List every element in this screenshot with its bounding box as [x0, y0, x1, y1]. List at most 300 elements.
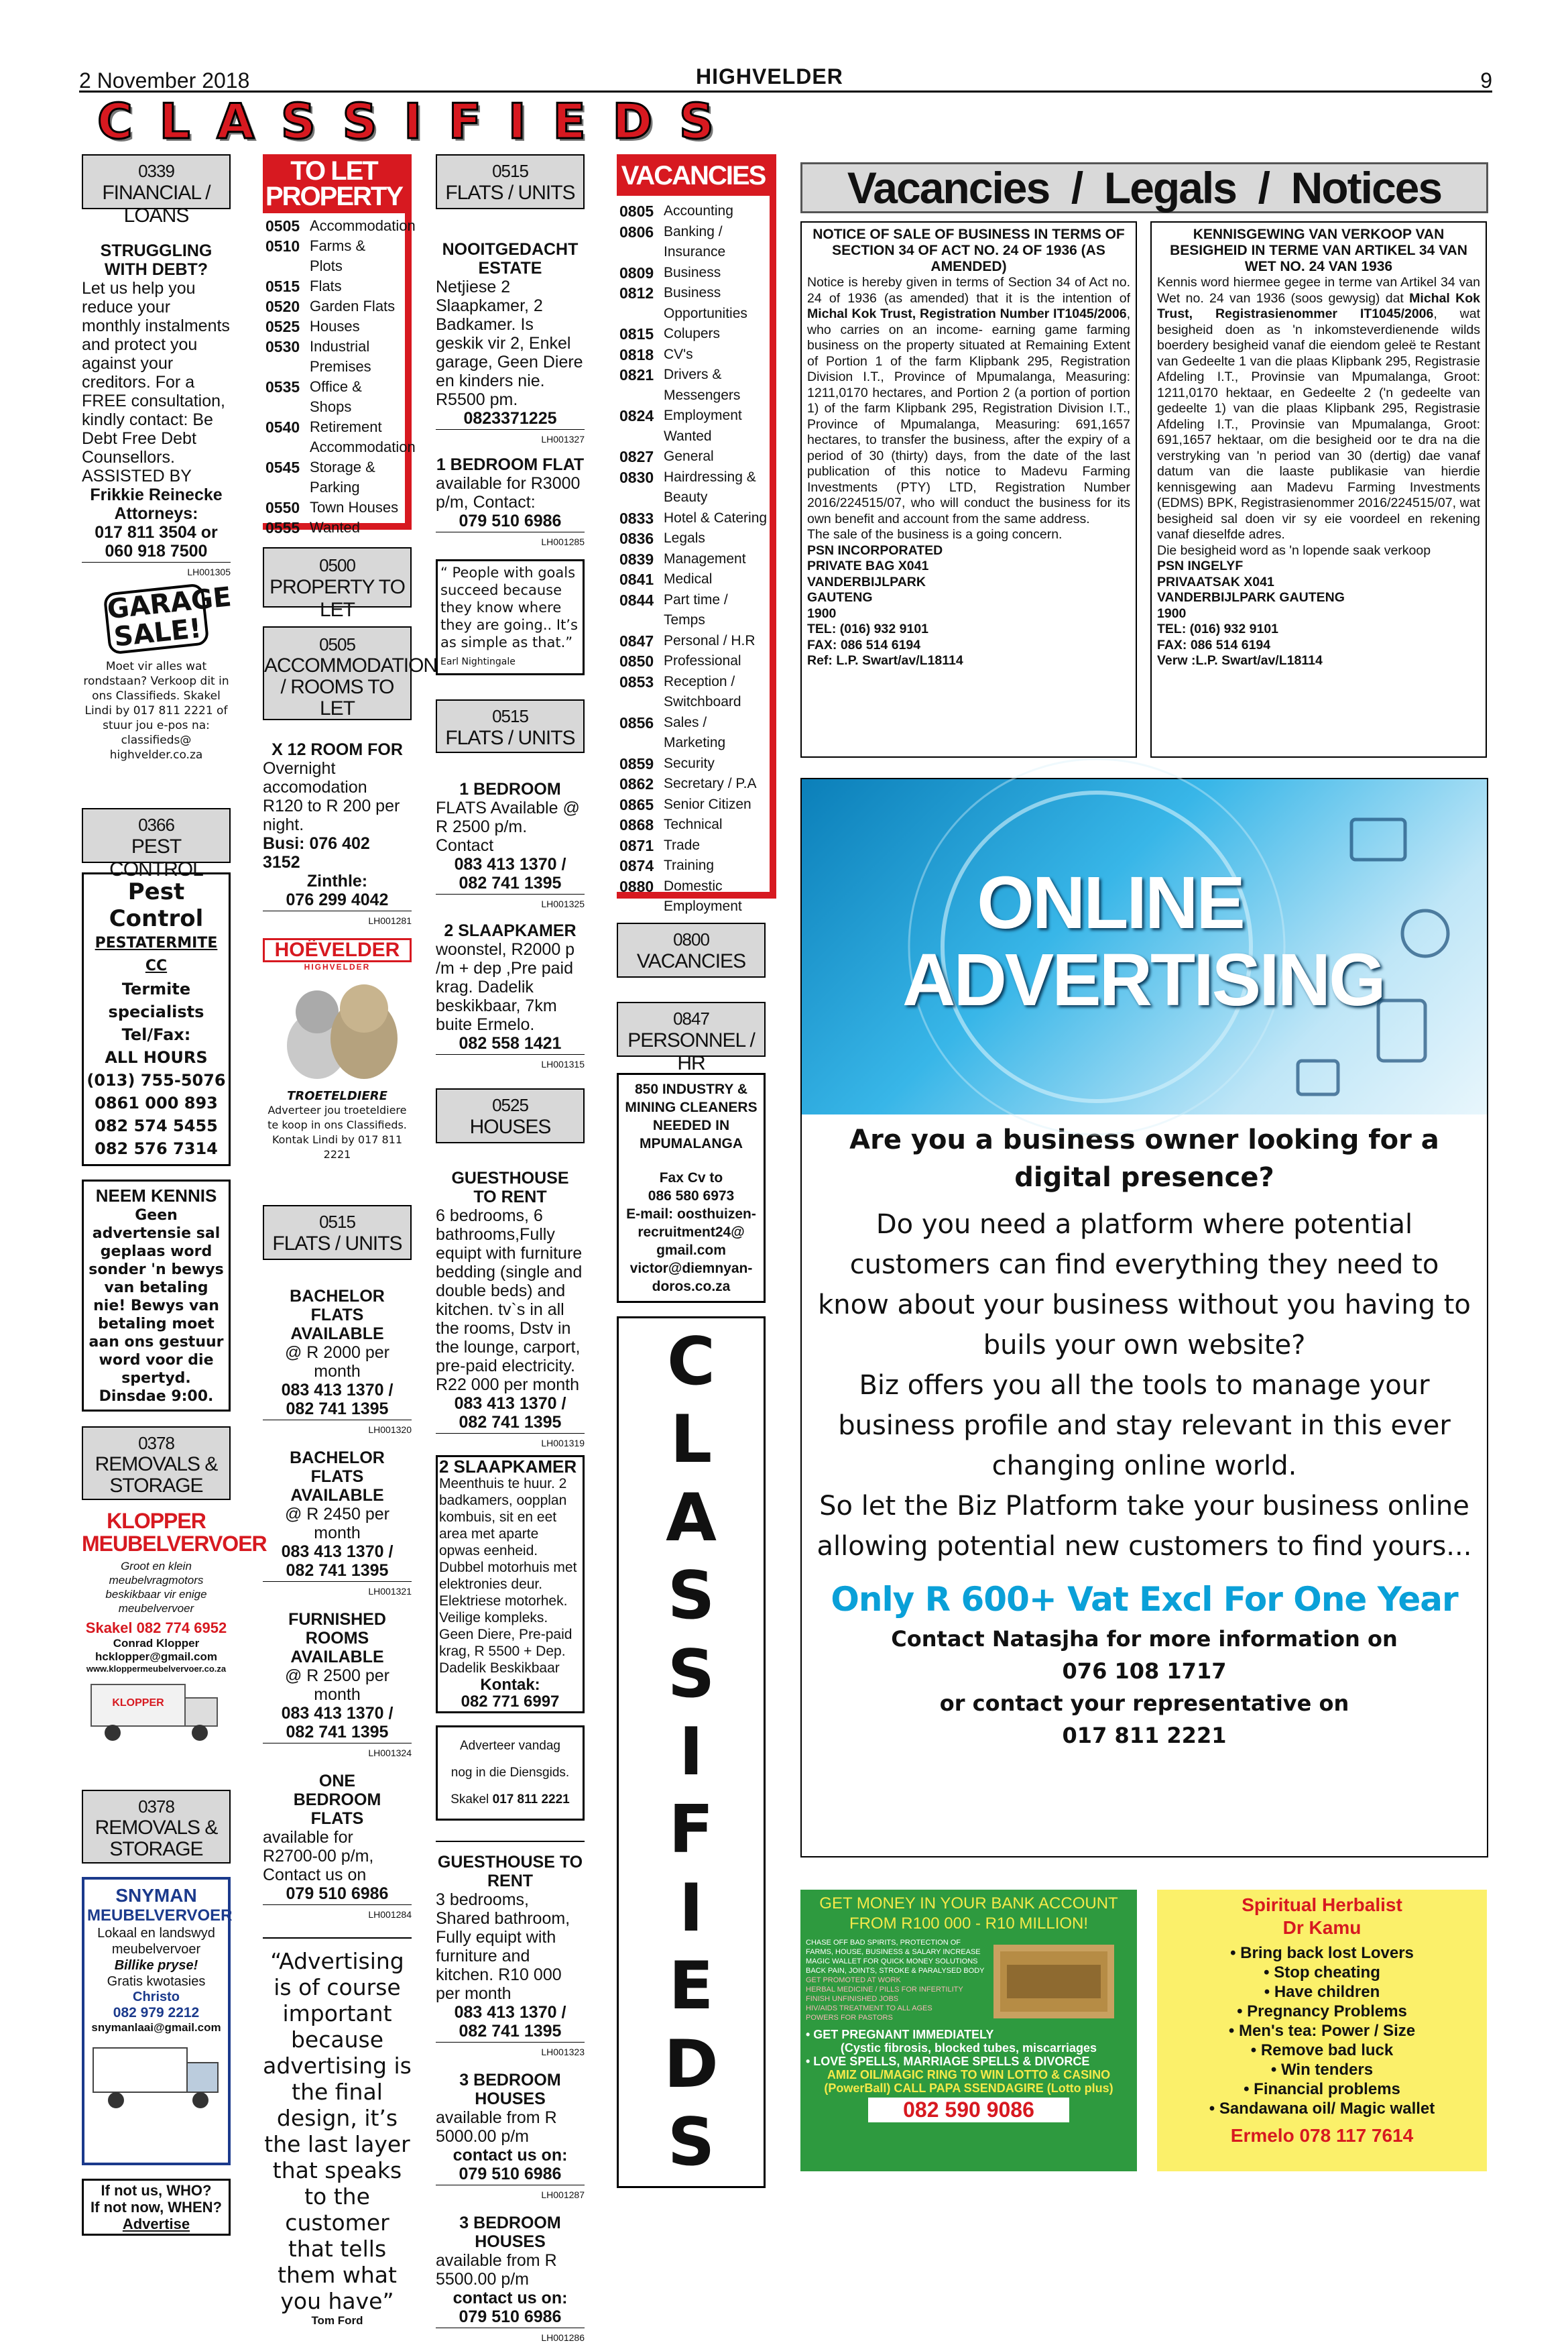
list-label: Accommodation [310, 217, 416, 234]
ad-phone: 017 811 2221 [492, 1792, 570, 1807]
list-label: Wanted [310, 519, 361, 536]
list-label: Legals [664, 530, 705, 546]
category-pest [82, 808, 231, 880]
list-label: Personal / H.R [664, 632, 756, 648]
category-flats [263, 1205, 412, 1260]
ad-fax-label: Fax Cv to [659, 1170, 723, 1186]
category-property-to-let [263, 547, 412, 621]
address-line: TEL: (016) 932 9101 [1157, 622, 1279, 636]
vacancies-legals-notices-banner: Vacancies / Legals / Notices [800, 162, 1488, 213]
ad-body: Let us help you reduce your monthly instalments and protect you against your creditors. For a FREE consultation, kindly contact: Be Debt Free Debt Counsellors. ASSISTED BY [82, 279, 230, 485]
money-spells-ad [800, 1890, 1137, 2171]
list-label: Training [664, 858, 715, 873]
address-line: PRIVAATSAK X041 [1157, 574, 1274, 589]
ad-body: available from R 5000.00 p/m [436, 2108, 557, 2146]
ad-email: E-mail: oosthuizen-recruitment24@ gmail.com [626, 1206, 756, 1258]
list-item: • Stop cheating [1264, 1963, 1380, 1982]
vertical-letter: S [667, 2104, 715, 2181]
ad-ref: LH001319 [436, 1433, 585, 1452]
vertical-letter: F [668, 1792, 714, 1869]
category-name: REMOVALS & STORAGE [95, 1817, 218, 1860]
list-item [619, 876, 768, 917]
vertical-letter: D [664, 2026, 719, 2103]
category-financial [82, 154, 231, 227]
ad-line: Billike pryse! [114, 1958, 198, 1973]
list-label: Trade [664, 837, 701, 853]
ad-body: woonstel, R2000 p /m + dep ,Pre paid krag. Dadelik beskikbaar, 7km buite Ermelo. [436, 940, 575, 1034]
notice-text: , wat besigheid doen as 'n inkomsteverdienende wilds boerdery besigheid vanaf die eiendom geleë te Restant van Gedeelte 1 van die plaas Klipbank 295, Registrasie Afdeling I.T., Provinsie van Mpumalanga, Groot: 1211,0170 hektaar, en Gedeelte 2 ('n gedeelte van gedeelte 1) van die plaas Klipbank 295, Registrasie Afdeling I.T., Provinsie van Mpumalanga, Groot: 691,1657 hektaar, om die besigheid oor te dra na die verstryking van 'n period van 30 (dertig) dae vanaf datum van die laaste publikasie van hierdie kennisgewing aan Madevu Farming Investments (EDMS) BPK, Registrasienommer 2016/224515/07, wat besigheid sal doen vir sy eie voordeel en rekening vanaf dieselfde adres. [1157, 306, 1480, 542]
list-code: 0868 [619, 816, 654, 834]
category-vacancies [617, 923, 766, 978]
category-name: FLATS / UNITS [445, 727, 575, 749]
list-label: Employment Wanted [664, 408, 742, 444]
ad-title: STRUGGLING WITH DEBT? [100, 241, 213, 279]
list-item [265, 518, 402, 538]
list-item [619, 590, 768, 631]
category-code: 0515 [492, 161, 528, 181]
ad-ref: LH001327 [436, 429, 585, 449]
ad-title: GET MONEY IN YOUR BANK ACCOUNT FROM R100 000 - R10 MILLION! [819, 1894, 1118, 1933]
garage-sale-text: Moet vir alles wat rondstaan? Verkoop dit in ons Classifieds. Skakel Lindi by 017 811 2221 of stuur jou e-pos na: classifieds@ highvelder.co.za [83, 660, 229, 762]
vacancies-list [617, 196, 770, 917]
list-label: Part time / Temps [664, 591, 728, 628]
ad-line: AMIZ OIL/MAGIC RING TO WIN LOTTO & CASINO [827, 2068, 1111, 2081]
list-label: Management [664, 551, 746, 567]
category-name: PROPERTY TO LET [269, 576, 405, 621]
banner-letter: L [159, 93, 190, 150]
ad-fax: 086 580 6973 [648, 1188, 735, 1204]
list-code: 0880 [619, 877, 654, 895]
list-code: 0505 [265, 217, 300, 235]
list-label: Senior Citizen [664, 796, 751, 812]
footer-line: Advertise [122, 2216, 190, 2232]
vacancies-heading: VACANCIES [617, 154, 770, 196]
three-bedroom-houses-ad-2 [436, 2214, 585, 2347]
list-item [619, 713, 768, 754]
list-code: 0535 [265, 378, 300, 396]
ad-body: available from R 5500.00 p/m [436, 2251, 557, 2289]
ad-price: @ R 2500 per month [284, 1666, 390, 1704]
list-item [619, 795, 768, 815]
ad-price: @ R 2000 per month [284, 1343, 390, 1381]
diensgids-ad [436, 1725, 585, 1821]
ad-line: Adverteer vandag [460, 1739, 560, 1753]
list-item [265, 296, 402, 317]
list-item [619, 365, 768, 406]
list-code: 0809 [619, 264, 654, 282]
list-label: Hairdressing & Beauty [664, 469, 756, 505]
category-name: HOUSES [469, 1116, 551, 1138]
page-number: 9 [1480, 68, 1492, 93]
address-line: GAUTENG [807, 590, 873, 605]
list-label: Security [664, 755, 715, 771]
truck-label: KLOPPER [112, 1697, 164, 1709]
column-3 [436, 154, 585, 2347]
ad-ref: LH001281 [263, 911, 412, 930]
list-label: Flats [310, 278, 342, 294]
ad-phone: 079 510 6986 [459, 2165, 562, 2183]
ad-body: 3 bedrooms, Shared bathroom, Fully equipt with furniture and kitchen. R10 000 per month [436, 1890, 570, 2003]
ad-phones: 083 413 1370 / 082 741 1395 [281, 1542, 394, 1580]
ad-ref: LH001324 [263, 1743, 412, 1762]
pest-ad [82, 872, 231, 1166]
ad-phone: 017 811 2221 [1062, 1723, 1227, 1748]
category-personnel [617, 1002, 766, 1074]
ad-title: ONE BEDROOM FLATS [293, 1772, 381, 1828]
list-item [619, 324, 768, 345]
list-code: 0853 [619, 673, 654, 691]
ad-paragraph: Biz offers you all the tools to manage your business profile and stay relevant in this ever changing online world. [838, 1370, 1451, 1481]
ad-paragraph: So let the Biz Platform take your business online allowing potential new customers to find yours... [817, 1491, 1472, 1562]
ad-text: Groot en klein meubelvragmotors beskikbaar vir enige meubelvervoer [105, 1560, 207, 1615]
list-code: 0871 [619, 836, 654, 854]
list-code: 0545 [265, 459, 300, 476]
ad-list [1162, 1943, 1482, 2118]
list-item: POWERS FOR PASTORS [806, 2014, 893, 2022]
banner-letter: I [507, 93, 526, 150]
list-item: • Men's tea: Power / Size [1228, 2022, 1416, 2040]
list-item: BACK PAIN, JOINTS, STROKE & PARALYSED BODY [806, 1967, 985, 1975]
address-line: Verw :L.P. Swart/av/L18114 [1157, 653, 1323, 668]
list-item [265, 276, 402, 296]
notice-title: NOTICE OF SALE OF BUSINESS IN TERMS OF SECTION 34 OF ACT NO. 24 OF 1936 (AS AMENDED) [812, 227, 1125, 274]
list-item [265, 417, 416, 457]
puppy-kitten-icon [270, 972, 404, 1086]
quote-text: “Advertising is of course important because advertising is the final design, it’s the last layer that speaks to the customer that tells them what you have” [263, 1948, 412, 2314]
ad-ref: LH001321 [263, 1581, 412, 1601]
list-code: 0839 [619, 550, 654, 568]
column-4 [617, 154, 776, 2188]
vertical-letter: E [668, 1948, 714, 2025]
ad-line: (PowerBall) CALL PAPA SSENDAGIRE (Lotto plus) [824, 2081, 1113, 2095]
truck-icon [86, 1679, 227, 1746]
notice-title: KENNISGEWING VAN VERKOOP VAN BESIGHEID IN TERME VAN ARTIKEL 34 VAN WET NO. 24 VAN 1936 [1170, 227, 1467, 274]
ad-title: KLOPPER MEUBELVERVOER [82, 1509, 267, 1556]
list-item [619, 467, 768, 508]
list-item [619, 406, 768, 447]
category-code: 0525 [492, 1095, 528, 1115]
ad-ref: LH001286 [436, 2328, 585, 2347]
online-advertising-image [802, 779, 1487, 1114]
list-item [619, 631, 768, 652]
advertise-footer [82, 2179, 231, 2236]
list-item [619, 672, 768, 713]
category-code: 0847 [673, 1009, 709, 1029]
ad-phone: 082 576 7314 [95, 1139, 218, 1158]
ad-title: Spiritual Herbalist [1242, 1894, 1402, 1915]
classifieds-vertical-banner [617, 1316, 766, 2188]
list-item [619, 345, 768, 365]
notice-text: Geen advertensie sal geplaas word sonder 'n bewys van betaling nie! Bewys van betaling moet aan ons gestuur word voor die spertyd. Dinsdae 9:00. [88, 1207, 224, 1405]
list-item [265, 317, 402, 337]
category-code: 0378 [138, 1433, 174, 1453]
ad-email: hcklopper@gmail.com [95, 1650, 217, 1663]
page-header [79, 66, 1492, 93]
ad-phone: 0823371225 [463, 409, 557, 428]
ad-contact: or contact your representative on [939, 1691, 1349, 1716]
list-label: Sales / Marketing [664, 714, 726, 750]
classifieds-banner [97, 93, 714, 150]
list-code: 0844 [619, 591, 654, 609]
ad-contact: contact us on: [453, 2146, 568, 2165]
notice-text: Die besigheid word as 'n lopende saak verkoop [1157, 542, 1431, 558]
list-item: CHASE OFF BAD SPIRITS, PROTECTION OF FARMS, HOUSE, BUSINESS & SALARY INCREASE [806, 1939, 981, 1956]
ad-title: TROETELDIERE [287, 1089, 387, 1103]
ad-line: Lokaal en landswyd [97, 1926, 215, 1941]
category-removals [82, 1426, 231, 1500]
issue-date: 2 November 2018 [79, 68, 250, 93]
vertical-letter: I [678, 1870, 704, 1947]
ad-title: BACHELOR FLATS AVAILABLE [290, 1287, 385, 1343]
vertical-letter: S [667, 1558, 715, 1635]
ad-phones: 083 413 1370 / 082 741 1395 [454, 1394, 566, 1432]
ad-body: Overnight accomodation R120 to R 200 per night. [263, 759, 400, 834]
ad-name: Zinthle: [306, 872, 368, 891]
vacancies-index [617, 154, 776, 914]
list-code: 0856 [619, 713, 654, 732]
ad-phone: 082 979 2212 [113, 2005, 200, 2020]
ad-body: Meenthuis te huur. 2 badkamers, oopplan kombuis, sit en eet area met aparte opwas eenheid. Dubbel motorhuis met elektronies deur. Elektriese motorhek. Veilige kompleks. Geen Diere, Pre-paid krag, R 5500 + Dep. Dadelik Beskikbaar [439, 1476, 577, 1676]
footer-line: If not now, WHEN? [91, 2199, 222, 2216]
list-label: Business [664, 264, 721, 280]
address-line: VANDERBIJLPARK GAUTENG [1157, 590, 1345, 605]
address-line: PSN INGELYF [1157, 559, 1244, 573]
ad-text: Adverteer jou troeteldiere te koop in ons Classifieds. Kontak Lindi by 017 811 2221 [267, 1104, 407, 1161]
list-label: CV's [664, 346, 693, 362]
category-code: 0505 [319, 634, 355, 654]
ad-line: Gratis kwotasies [107, 1974, 206, 1989]
list-code: 0865 [619, 795, 654, 813]
tom-ford-quote [263, 1937, 412, 2328]
guesthouse-ad-1 [436, 1169, 585, 1452]
ad-body: available for R3000 p/m, Contact: [436, 474, 581, 512]
ad-title: 2 SLAAPKAMER [439, 1456, 577, 1477]
list-item: FINISH UNFINISHED JOBS [806, 1995, 899, 2003]
list-label: Medical [664, 571, 713, 587]
list-label: Hotel & Catering [664, 510, 768, 526]
ad-phone: Busi: 076 402 3152 [263, 834, 370, 872]
banner-letter: C [97, 93, 133, 150]
online-advertising-ad [800, 778, 1488, 1857]
ad-title: SNYMAN [115, 1885, 197, 1906]
paper-name: HIGHVELDER [696, 64, 843, 89]
ad-phone: 082 558 1421 [459, 1034, 562, 1053]
list-item [619, 283, 768, 324]
ad-name: Dr Kamu [1282, 1917, 1362, 1938]
three-bedroom-houses-ad-1 [436, 2071, 585, 2204]
list-code: 0862 [619, 775, 654, 793]
list-code: 0540 [265, 418, 300, 436]
vertical-letter: I [678, 1713, 704, 1790]
address-line: 1900 [1157, 606, 1187, 621]
list-code: 0812 [619, 284, 654, 302]
ad-phone: 0861 000 893 [95, 1094, 218, 1112]
category-code: 0500 [319, 555, 355, 575]
list-code: 0836 [619, 530, 654, 547]
address-line: VANDERBIJLPARK [807, 574, 926, 589]
ad-title: 3 BEDROOM HOUSES [459, 2214, 561, 2251]
ad-body: 6 bedrooms, 6 bathrooms,Fully equipt with furniture bedding (single and double beds) and kitchen. tv`s in all the rooms, Dstv in the lounge, carport, pre-paid electricity. R22 000 per month [436, 1206, 583, 1394]
ad-title: 1 BEDROOM FLAT [436, 455, 585, 474]
category-code: 0339 [138, 161, 174, 181]
list-label: Domestic Employment [664, 878, 742, 914]
address-line: FAX: 086 514 6194 [807, 637, 921, 652]
ad-phone: 082 590 9086 [868, 2098, 1069, 2122]
footer-line: If not us, WHO? [101, 2182, 212, 2199]
ad-title: 3 BEDROOM HOUSES [459, 2071, 561, 2108]
list-code: 0806 [619, 223, 654, 241]
category-name: FINANCIAL / LOANS [102, 182, 210, 227]
list-item [619, 222, 768, 263]
list-label: Colupers [664, 326, 721, 341]
list-label: Retirement Accommodation [310, 418, 416, 455]
category-name: PERSONNEL / HR [627, 1029, 755, 1074]
ad-price: Only R 600+ Vat Excl For One Year [831, 1580, 1458, 1619]
list-item [265, 457, 402, 498]
notice-text: The sale of the business is a going concern. [807, 527, 1063, 542]
list-item: MAGIC WALLET FOR QUICK MONEY SOLUTIONS [806, 1957, 978, 1965]
notice-of-sale-afrikaans [1150, 221, 1487, 758]
list-item [619, 569, 768, 590]
ad-title: Pest Control [109, 878, 204, 932]
list-item: • Remove bad luck [1250, 2041, 1394, 2059]
ad-ref: LH001323 [436, 2042, 585, 2061]
pets-ad [263, 938, 412, 1193]
list-label: Town Houses [310, 499, 399, 516]
banner-letter: E [552, 93, 586, 150]
list-item [619, 528, 768, 549]
category-flats [436, 154, 585, 209]
list-label: Houses [310, 318, 360, 335]
ad-title: X 12 ROOM FOR [272, 740, 403, 759]
notice-title: NEEM KENNIS [95, 1186, 217, 1206]
list-item [265, 216, 416, 236]
ad-phones: 083 413 1370 / 082 741 1395 [281, 1381, 394, 1418]
list-item [265, 377, 402, 417]
banner-letter: S [342, 93, 377, 150]
vertical-letter: C [667, 1324, 715, 1400]
list-item [619, 263, 768, 284]
one-bedroom-flats-ad [263, 1772, 412, 1924]
list-item [619, 201, 768, 222]
notice-of-sale-english [800, 221, 1137, 758]
list-label: Industrial Premises [310, 338, 371, 375]
to-let-heading: TO LET PROPERTY [263, 154, 405, 213]
list-label: Business Opportunities [664, 285, 747, 321]
klopper-ad [82, 1509, 267, 1778]
garage-sale-ad [82, 581, 233, 803]
notice-trust: Michal Kok Trust, Registrasienommer IT1045/2006 [1157, 290, 1481, 321]
banner-letter: F [448, 93, 482, 150]
paper-logo-sub: HIGHVELDER [304, 962, 371, 972]
ad-phones: 083 413 1370 / 082 741 1395 [454, 2003, 566, 2041]
address-line: Ref: L.P. Swart/av/L18114 [807, 653, 963, 668]
ad-phone: 079 510 6986 [286, 1884, 389, 1903]
category-flats-2 [436, 699, 585, 753]
list-item [619, 651, 768, 672]
category-name: PEST CONTROL [109, 836, 203, 880]
banner-letter: S [679, 93, 714, 150]
goals-quote [436, 559, 585, 675]
garage-sale-logo: GARAGE SALE! [103, 583, 210, 654]
ad-email: victor@diemnyan-doros.co.za [629, 1261, 753, 1294]
ad-paragraph: Do you need a platform where potential customers can find everything they need to know about your business without you having to buils your own website? [818, 1209, 1471, 1361]
list-code: 0859 [619, 754, 654, 772]
list-code: 0874 [619, 857, 654, 874]
ad-phones: 083 413 1370 / 082 741 1395 [454, 855, 566, 893]
category-name: VACANCIES [636, 950, 746, 972]
ad-line: • GET PREGNANT IMMEDIATELY [806, 2028, 994, 2041]
list-code: 0805 [619, 203, 654, 220]
notice-address [807, 543, 1130, 669]
ad-ref: LH001285 [436, 532, 585, 551]
list-item [619, 836, 768, 856]
column-2 [263, 154, 438, 2328]
list-item: • Financial problems [1244, 2080, 1400, 2098]
one-bedroom-flats-ad [436, 780, 585, 913]
column-1 [82, 154, 267, 2236]
ad-body: Netjiese 2 Slaapkamer, 2 Badkamer. Is geskik vir 2, Enkel garage, Geen Diere en kinders nie. R5500 pm. [436, 278, 583, 409]
banner-letter: I [404, 93, 422, 150]
ad-contact: Contact Natasjha for more information on [891, 1626, 1398, 1652]
snyman-ad [82, 1877, 231, 2165]
quote-author: Earl Nightingale [440, 656, 516, 667]
list-label: Garden Flats [310, 298, 396, 314]
address-line: FAX: 086 514 6194 [1157, 637, 1271, 652]
category-name: FLATS / UNITS [272, 1233, 402, 1255]
ad-title: NOOITGEDACHT ESTATE [442, 240, 579, 278]
two-slaapkamer-meenthuis-ad [436, 1455, 585, 1713]
ad-ref: LH001287 [436, 2185, 585, 2204]
truck-icon [89, 2041, 223, 2115]
money-pile-icon [987, 1938, 1121, 2025]
list-code: 0824 [619, 407, 654, 424]
list-item: • Have children [1264, 1983, 1380, 2001]
ad-list [806, 1938, 987, 2025]
notice-text: Notice is hereby given in terms of Section 34 of Act no. 24 of 1936 (as amended) that it is the intention of [807, 275, 1130, 306]
one-bedroom-flat-ad [436, 455, 585, 551]
paper-logo: HOËVELDER [263, 938, 412, 962]
list-code: 0847 [619, 632, 654, 650]
ad-name: Conrad Klopper [113, 1637, 200, 1650]
category-removals-2 [82, 1790, 231, 1864]
address-line: PRIVATE BAG X041 [807, 559, 929, 573]
ad-phone: 079 510 6986 [459, 512, 562, 530]
ad-line: • LOVE SPELLS, MARRIAGE SPELLS & DIVORCE [806, 2055, 1090, 2068]
ad-phone: 076 299 4042 [286, 891, 389, 909]
vertical-letter: L [670, 1401, 713, 1479]
banner-letter: S [280, 93, 316, 150]
list-item: • Win tenders [1270, 2061, 1374, 2079]
neem-kennis-notice [82, 1180, 231, 1412]
ad-title: GUESTHOUSE TO RENT [437, 1853, 583, 1890]
list-code: 0827 [619, 448, 654, 465]
list-label: Drivers & Messengers [664, 367, 741, 403]
list-label: General [664, 449, 714, 464]
list-item: HERBAL MEDICINE / PILLS FOR INFERTILITY [806, 1986, 963, 1994]
ad-role: Attorneys: [114, 504, 198, 523]
ad-phone: Ermelo 078 117 7614 [1230, 2125, 1414, 2146]
list-code: 0520 [265, 298, 300, 315]
list-code: 0550 [265, 499, 300, 516]
list-item: • Pregnancy Problems [1237, 2002, 1407, 2020]
quote-author: Tom Ford [311, 2314, 363, 2327]
list-item [619, 447, 768, 467]
list-label: Reception / Switchboard [664, 673, 741, 709]
ad-line: Termite [121, 980, 191, 998]
ad-phone: (013) 755-5076 [86, 1071, 226, 1090]
list-item [265, 498, 402, 518]
